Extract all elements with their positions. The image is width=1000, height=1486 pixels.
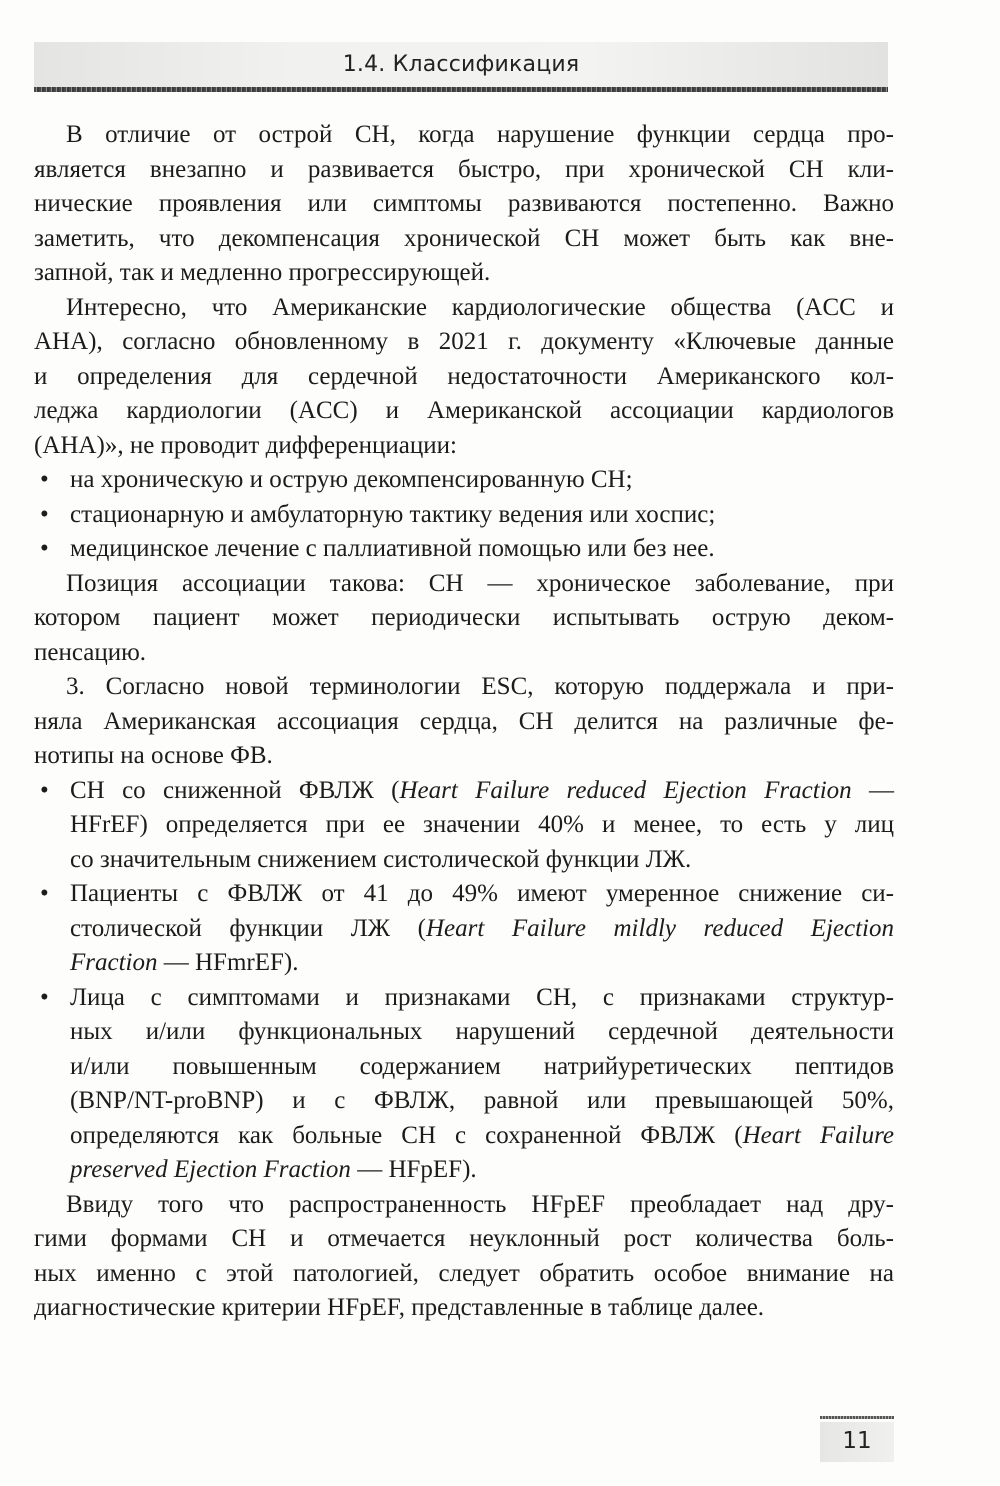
- bullet-icon: •: [40, 983, 49, 1011]
- list1-item-3: • медицинское лечение с паллиативной помощью или без нее.: [34, 532, 894, 567]
- p2-line-1: Интересно, что Американские кардиологические общества (ACC и: [66, 293, 894, 321]
- p1-line-2: является внезапно и развивается быстро, при хронической СН кли-: [34, 155, 894, 183]
- p4-line-1: 3. Согласно новой терминологии ESC, которую поддержала и при-: [66, 673, 894, 700]
- page-number: 11: [842, 1428, 872, 1454]
- p5-line-4: диагностические критерии HFpEF, представленные в таблице далее.: [34, 1294, 765, 1321]
- list2-item-1-line-2: HFrEF) определяется при ее значении 40% и менее, то есть у лиц: [70, 811, 894, 838]
- p5-line-3: ных именно с этой патологией, следует обратить особое внимание на: [34, 1259, 894, 1287]
- list2-item-3-line-3: и/или повышенным содержанием натрийуретических пептидов: [70, 1052, 894, 1080]
- list2-item-1-line-1: • СН со сниженной ФВЛЖ (Heart Failure reduced Ejection Fraction —: [34, 774, 894, 809]
- bullet-icon: •: [40, 776, 49, 804]
- page-number-box: [820, 1422, 894, 1462]
- p1-line-4: заметить, что декомпенсация хронической СН может быть как вне-: [34, 224, 894, 252]
- list2-item-3-line-2: ных и/или функциональных нарушений сердечной деятельности: [70, 1018, 894, 1045]
- list2-item-1-line-3: со значительным снижением систолической функции ЛЖ.: [70, 845, 692, 873]
- list2-item-2-line-2: столической функции ЛЖ (Heart Failure mildly reduced Ejection: [70, 914, 895, 942]
- list2-item-3-line-5: определяются как больные СН с сохраненной ФВЛЖ (Heart Failure: [70, 1121, 894, 1149]
- section-title: 1.4. Классификация: [342, 52, 580, 77]
- list1-item-1: • на хроническую и острую декомпенсированную СН;: [34, 463, 894, 498]
- p5-line-1: Ввиду того что распространенность HFpEF преобладает над дру-: [66, 1190, 894, 1218]
- list1-item-2: • стационарную и амбулаторную тактику ведения или хоспис;: [34, 498, 894, 533]
- bullet-icon: •: [40, 466, 49, 493]
- p3-line-2: котором пациент может периодически испытывать острую деком-: [34, 604, 894, 631]
- page-number-rule: [820, 1416, 894, 1419]
- p2-line-3: и определения для сердечной недостаточности Американского кол-: [34, 362, 894, 390]
- p1-line-1: В отличие от острой СН, когда нарушение функции сердца про-: [66, 121, 894, 148]
- p4-line-2: няла Американская ассоциация сердца, СН делится на различные фе-: [34, 707, 894, 735]
- p1-line-5: запной, так и медленно прогрессирующей.: [34, 259, 491, 286]
- bullet-icon: •: [40, 880, 49, 907]
- running-header: [34, 42, 888, 90]
- p2-line-4: леджа кардиологии (ACC) и Американской ассоциации кардиологов: [34, 397, 894, 424]
- bullet-icon: •: [40, 500, 49, 528]
- list2-item-2-line-1: • Пациенты с ФВЛЖ от 41 до 49% имеют умеренное снижение си-: [34, 877, 894, 912]
- list2-item-3-line-4: (BNP/NT-proBNP) и с ФВЛЖ, равной или превышающей 50%,: [70, 1087, 894, 1114]
- bullet-icon: •: [40, 535, 49, 562]
- text-flow: [34, 118, 894, 1326]
- list2-item-3-line-6: preserved Ejection Fraction — HFpEF).: [70, 1156, 477, 1183]
- list2-item-3-line-1: • Лица с симптомами и признаками СН, с признаками структур-: [34, 981, 894, 1016]
- p3-line-3: пенсацию.: [34, 638, 147, 666]
- p4-line-3: нотипы на основе ФВ.: [34, 742, 273, 769]
- p2-line-2: AHA), согласно обновленному в 2021 г. документу «Ключевые данные: [34, 328, 894, 355]
- p3-line-1: Позиция ассоциации такова: СН — хроническое заболевание, при: [66, 569, 894, 597]
- p2-line-5: (AHA)», не проводит дифференциации:: [34, 431, 457, 459]
- list2-item-2-line-3: Fraction — HFmrEF).: [70, 949, 299, 976]
- p5-line-2: гими формами СН и отмечается неуклонный рост количества боль-: [34, 1225, 894, 1252]
- header-rule: [34, 87, 888, 92]
- p1-line-3: нические проявления или симптомы развиваются постепенно. Важно: [34, 190, 894, 217]
